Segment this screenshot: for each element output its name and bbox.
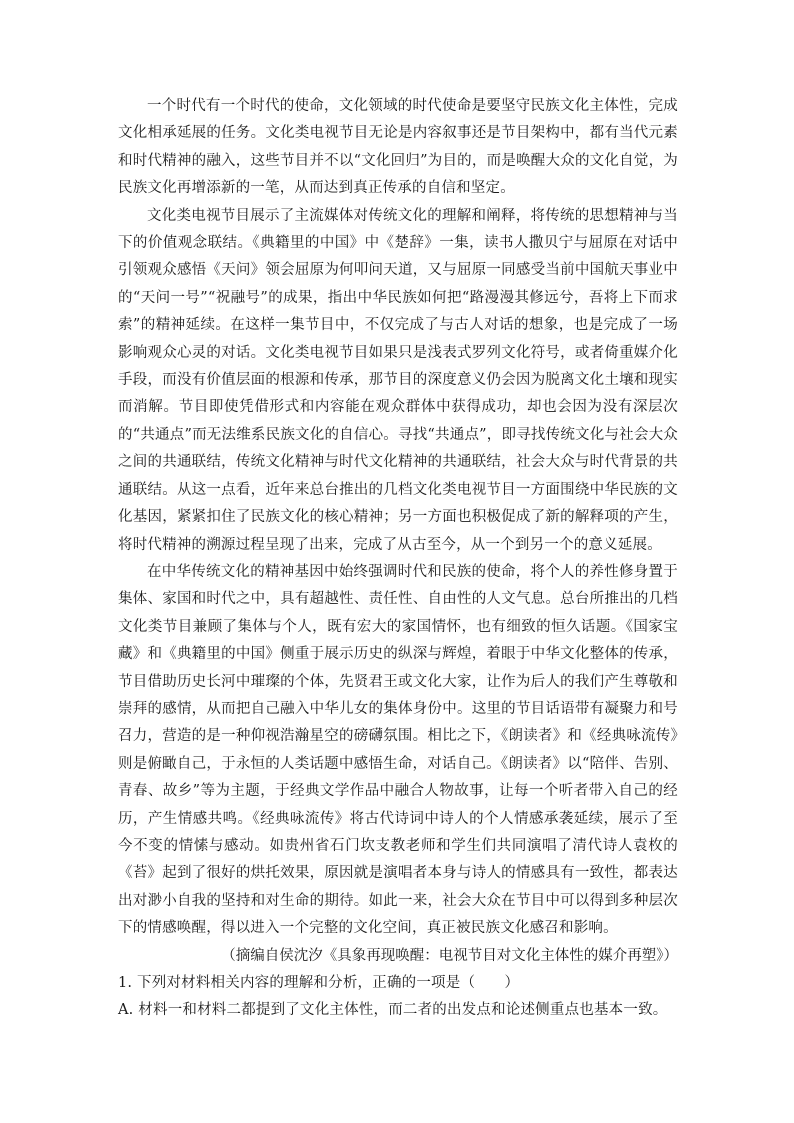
option-a: A. 材料一和材料二都提到了文化主体性，而二者的出发点和论述侧重点也基本一致。 xyxy=(118,1002,668,1019)
paragraph-2: 文化类电视节目展示了主流媒体对传统文化的理解和阐释，将传统的思想精神与当下的价值观念联结。《典籍里的中国》中《楚辞》一集，读书人撒贝宁与屈原在对话中引领观众感悟《天问》领会屈原为何叩问天道，又与屈原一同感受当前中国航天事业中的“天问一号”“祝融号”的成果，指出中华民族如何把“路漫漫其修远兮，吾将上下而求索”的精神延续。在这样一集节目中，不仅完成了与古人对话的想象，也是完成了一场影响观众心灵的对话。文化类电视节目如果只是浅表式罗列文化符号，或者倚重媒介化手段，而没有价值层面的根源和传承，那节目的深度意义仍会因为脱离文化土壤和现实而消解。节目即使凭借形式和内容能在观众群体中获得成功，却也会因为没有深层次的“共通点”而无法维系民族文化的自信心。寻找“共通点”，即寻找传统文化与社会大众之间的共通联结，传统文化精神与时代文化精神的共通联结，社会大众与时代背景的共通联结。从这一点看，近年来总台推出的几档文化类电视节目一方面围绕中华民族的文化基因，紧紧扣住了民族文化的核心精神；另一方面也积极促成了新的解释项的产生，将时代精神的溯源过程呈现了出来，完成了从古至今，从一个到另一个的意义延展。 xyxy=(118,207,678,553)
source-citation: （摘编自侯沈汐《具象再现唤醒：电视节目对文化主体性的媒介再塑》） xyxy=(221,947,678,964)
paragraph-3: 在中华传统文化的精神基因中始终强调时代和民族的使命，将个人的养性修身置于集体、家国和时代之中，具有超越性、责任性、自由性的人文气息。总台所推出的几档文化类节目兼顾了集体与个人，既有宏大的家国情怀，也有细致的恒久话题。《国家宝藏》和《典籍里的中国》侧重于展示历史的纵深与辉煌，着眼于中华文化整体的传承，节目借助历史长河中璀璨的个体，先贤君王或文化大家，让作为后人的我们产生尊敬和崇拜的感情，从而把自己融入中华儿女的集体身份中。这里的节目话语带有凝聚力和号召力，营造的是一种仰视浩瀚星空的磅礴氛围。相比之下，《朗读者》和《经典咏流传》则是俯瞰自己，于永恒的人类话题中感悟生命，对话自己。《朗读者》以“陪伴、告别、青春、故乡”等为主题，于经典文学作品中融合人物故事，让每一个听者带入自己的经历，产生情感共鸣。《经典咏流传》将古代诗词中诗人的个人情感承袭延续，展示了至今不变的情愫与感动。如贵州省石门坎支教老师和学生们共同演唱了清代诗人袁枚的《苔》起到了很好的烘托效果，原因就是演唱者本身与诗人的情感具有一致性，都表达出对渺小自我的坚持和对生命的期待。如此一来，社会大众在节目中可以得到多种层次下的情感唤醒，得以进入一个完整的文化空间，真正被民族文化感召和影响。 xyxy=(118,563,678,937)
document-body xyxy=(118,93,678,1025)
paragraph-1: 一个时代有一个时代的使命，文化领域的时代使命是要坚守民族文化主体性，完成文化相承延展的任务。文化类电视节目无论是内容叙事还是节目架构中，都有当代元素和时代精神的融入，这些节目并不以“文化回归”为目的，而是唤醒大众的文化自觉，为民族文化再增添新的一笔，从而达到真正传承的自信和坚定。 xyxy=(118,98,678,197)
question-1: 1. 下列对材料相关内容的理解和分析，正确的一项是（ ） xyxy=(118,975,520,991)
